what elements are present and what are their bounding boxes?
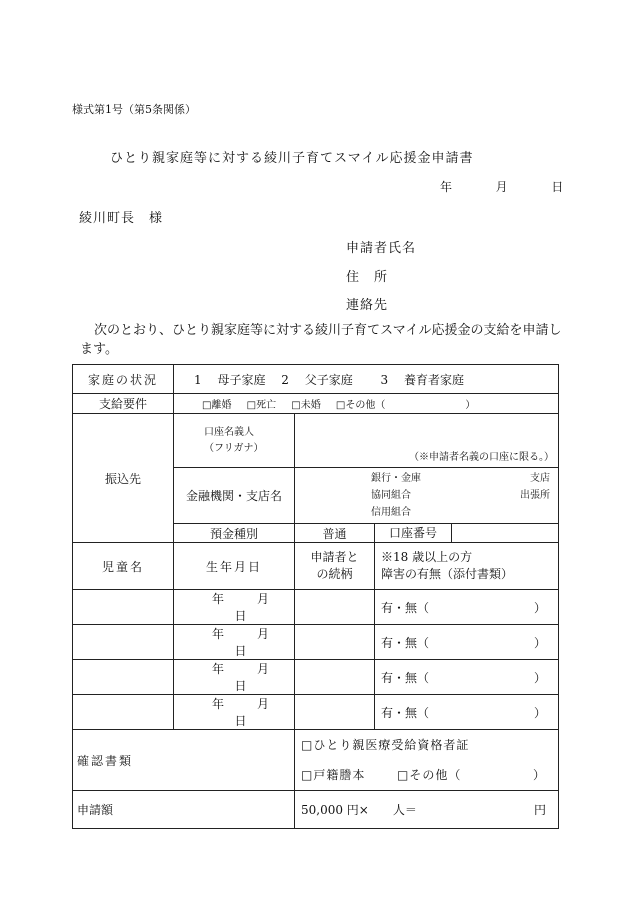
amount-label: 申請額 xyxy=(73,791,295,829)
docs-other-close: ） xyxy=(533,768,547,782)
disability-options: 有・無（ xyxy=(381,635,430,650)
docs-row xyxy=(73,730,559,791)
form-title: ひとり親家庭等に対する綾川子育てスマイル応援金申請書 xyxy=(110,151,474,166)
holder-label-cell xyxy=(174,414,295,468)
date-line xyxy=(440,178,563,195)
bank-input-cell[interactable] xyxy=(295,468,559,524)
child-row xyxy=(73,625,559,660)
branch-label: 支店 xyxy=(530,473,551,484)
child-dob-input[interactable]: 年 月 日 xyxy=(174,660,295,695)
deposit-type-label: 預金種別 xyxy=(174,524,295,543)
child-relation-input[interactable] xyxy=(295,590,375,625)
child-name-input[interactable] xyxy=(73,625,174,660)
addressee-name: 綾川町長 xyxy=(79,211,136,226)
bank-type-cooperative: 協同組合 xyxy=(371,490,411,501)
relation-label-line2: の続柄 xyxy=(316,567,353,581)
holder-note: （※申請者名義の口座に限る。） xyxy=(409,452,555,463)
dob-label: 生年月日 xyxy=(174,543,295,590)
requirement-divorce-checkbox[interactable]: □離婚 xyxy=(202,400,232,411)
child-disability-input[interactable] xyxy=(375,590,559,625)
intro-text: 次のとおり、ひとり親家庭等に対する綾川子育てスマイル応援金の支給を申請します。 xyxy=(80,323,562,357)
applicant-name-label: 申請者氏名 xyxy=(346,241,417,256)
disability-options: 有・無（ xyxy=(381,600,430,615)
account-number-input[interactable] xyxy=(452,524,558,542)
child-row xyxy=(73,695,559,730)
amount-row xyxy=(73,791,559,829)
holder-furigana-label: （フリガナ） xyxy=(204,442,264,454)
disability-label xyxy=(375,543,559,590)
docs-medical-certificate-checkbox[interactable]: □ひとり親医療受給資格者証 xyxy=(301,738,470,752)
transfer-label: 振込先 xyxy=(73,414,174,543)
requirement-other-checkbox[interactable]: □その他（ ） xyxy=(335,400,476,411)
child-relation-input[interactable] xyxy=(295,625,375,660)
child-name-input[interactable] xyxy=(73,695,174,730)
child-dob-input[interactable]: 年 月 日 xyxy=(174,590,295,625)
addressee-suffix: 様 xyxy=(149,211,164,226)
applicant-contact-label: 連絡先 xyxy=(346,298,389,313)
child-name-input[interactable] xyxy=(73,590,174,625)
requirement-unmarried-checkbox[interactable]: □未婚 xyxy=(291,400,321,411)
addressee xyxy=(79,207,163,226)
child-relation-input[interactable] xyxy=(295,660,375,695)
docs-family-register-checkbox[interactable]: □戸籍謄本 xyxy=(301,768,366,782)
child-name-label: 児童名 xyxy=(73,543,174,590)
date-year-label: 年 xyxy=(440,180,453,194)
docs-other-checkbox[interactable]: □その他（ xyxy=(397,768,462,782)
holder-label: 口座名義人 xyxy=(204,426,254,438)
relation-label-line1: 申請者と xyxy=(310,550,359,564)
intro-paragraph xyxy=(80,321,562,359)
household-options[interactable]: 1 母子家庭 2 父子家庭 3 養育者家庭 xyxy=(174,365,559,394)
child-relation-input[interactable] xyxy=(295,695,375,730)
applicant-address-label: 住 所 xyxy=(346,270,389,285)
amount-input[interactable] xyxy=(295,791,559,829)
date-day-label: 日 xyxy=(551,180,564,194)
disability-label-line2: 障害の有無（添付書類） xyxy=(381,567,514,581)
requirement-options xyxy=(174,394,559,414)
child-disability-input[interactable] xyxy=(375,625,559,660)
child-dob-input[interactable]: 年 月 日 xyxy=(174,695,295,730)
date-month-label: 月 xyxy=(495,180,508,194)
bank-label: 金融機関・支店名 xyxy=(174,468,295,524)
requirement-label: 支給要件 xyxy=(73,394,174,414)
sub-branch-label: 出張所 xyxy=(520,490,551,501)
requirement-row xyxy=(73,394,559,414)
bank-type-bank: 銀行・金庫 xyxy=(371,473,421,484)
holder-input-cell[interactable] xyxy=(295,414,559,468)
account-number-label: 口座番号 xyxy=(375,524,452,542)
holder-row xyxy=(73,414,559,468)
form-number: 様式第1号（第5条関係） xyxy=(72,103,196,116)
disability-close: ） xyxy=(534,670,547,685)
disability-close: ） xyxy=(534,635,547,650)
disability-close: ） xyxy=(534,705,547,720)
relation-label xyxy=(295,543,375,590)
child-header-row xyxy=(73,543,559,590)
disability-options: 有・無（ xyxy=(381,705,430,720)
child-disability-input[interactable] xyxy=(375,695,559,730)
child-row xyxy=(73,660,559,695)
amount-unit: 円 xyxy=(534,803,547,817)
application-table xyxy=(72,364,559,829)
bank-type-credit-union: 信用組合 xyxy=(371,507,411,518)
child-dob-input[interactable]: 年 月 日 xyxy=(174,625,295,660)
household-label: 家庭の状況 xyxy=(73,365,174,394)
docs-label: 確認書類 xyxy=(73,730,295,791)
amount-formula: 50,000 円× 人＝ xyxy=(301,803,417,817)
docs-options xyxy=(295,730,559,791)
child-row xyxy=(73,590,559,625)
household-row xyxy=(73,365,559,394)
disability-close: ） xyxy=(534,600,547,615)
child-disability-input[interactable] xyxy=(375,660,559,695)
child-name-input[interactable] xyxy=(73,660,174,695)
disability-options: 有・無（ xyxy=(381,670,430,685)
requirement-death-checkbox[interactable]: □死亡 xyxy=(246,400,277,411)
deposit-type-value[interactable]: 普通 xyxy=(295,524,375,543)
disability-label-line1: ※18 歳以上の方 xyxy=(381,550,473,564)
